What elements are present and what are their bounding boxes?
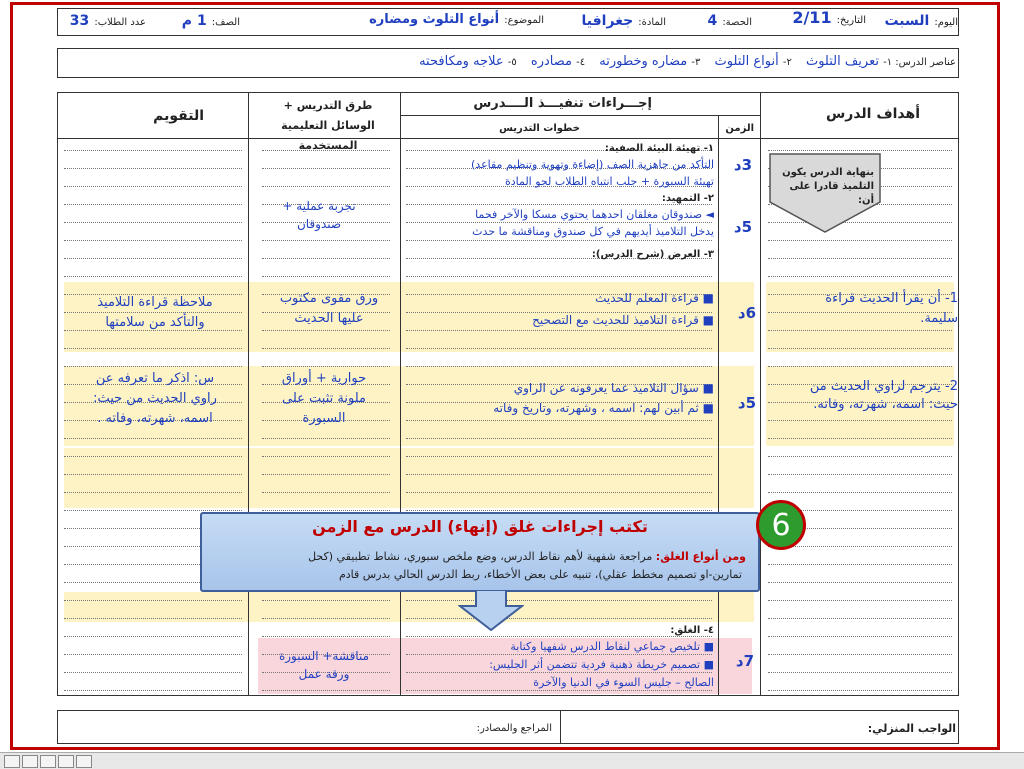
topic-label: الموضوع: [504, 15, 544, 26]
dotted-line [768, 348, 952, 349]
closing-step-3: الصالح – جليس السوء في الدنيا والآخرة [533, 676, 714, 689]
dotted-line [64, 312, 242, 313]
period-label: الحصة: [722, 17, 752, 28]
class-label: الصف: [211, 17, 240, 28]
dotted-line [406, 600, 712, 601]
dotted-line [406, 240, 712, 241]
dotted-line [262, 438, 390, 439]
dotted-line [768, 690, 952, 691]
dotted-line [64, 510, 242, 511]
header-sub-line [400, 115, 760, 116]
step-block1-1: ■ قراءة المعلم للحديث [595, 291, 714, 305]
dotted-line [64, 366, 242, 367]
time-1: 3د [733, 156, 752, 174]
dotted-line [406, 348, 712, 349]
time-3: 6د [737, 304, 756, 322]
dotted-line [64, 654, 242, 655]
th-time: الزمن [725, 123, 754, 134]
method-3-line-2: ورقة عمل [298, 667, 350, 681]
dotted-line [64, 186, 242, 187]
dotted-line [768, 564, 952, 565]
callout-body-2: تمارين-او تصميم مخطط عقلي)، تنبيه على بعض الأخطاء، ربط الدرس الحالي بدرس قادم [338, 568, 742, 581]
method-1-line-1: ورق مقوى مكتوب [279, 291, 379, 306]
dotted-line [768, 240, 952, 241]
dotted-line [262, 492, 390, 493]
goal-2-line-1: 2- يترجم لراوي الحديث من [809, 379, 958, 394]
time-4: 5د [737, 394, 756, 412]
header-period [707, 10, 752, 29]
dotted-line [64, 222, 242, 223]
method-0-line-2: صندوقان [296, 217, 342, 231]
goal-2-line-2: حيث: اسمه، شهرته، وفاته. [813, 397, 958, 412]
goal-1-line-2: سليمة. [920, 311, 958, 326]
step-prep-title: ١- تهيئة البيئة الصفية: [604, 143, 714, 154]
method-3-line-1: مناقشة+ السبورة [278, 649, 370, 663]
step-prep-1: التأكد من جاهزية الصف (إضاءة وتهوية وتنظيم مقاعد) [471, 158, 714, 171]
dotted-line [768, 330, 952, 331]
time-2: 5د [733, 218, 752, 236]
homework-label: الواجب المنزلي: [867, 722, 956, 735]
element-4-num: ٤- [576, 57, 586, 68]
method-1-line-2: عليها الحديث [294, 311, 364, 326]
dotted-line [768, 492, 952, 493]
dotted-line [262, 150, 390, 151]
callout-down-arrow [458, 590, 524, 632]
dotted-line [406, 636, 712, 637]
dotted-line [64, 348, 242, 349]
step-intro-title: ٢- التمهيد: [661, 193, 714, 204]
topic-value: أنواع التلوث ومضاره [369, 12, 500, 27]
students-value: 33 [69, 13, 90, 29]
element-2: أنواع التلوث [714, 54, 779, 69]
subject-label: المادة: [638, 17, 666, 28]
dotted-line [768, 474, 952, 475]
dotted-line [768, 636, 952, 637]
dotted-line [768, 582, 952, 583]
notes-view-button[interactable] [76, 755, 92, 768]
dotted-line [64, 474, 242, 475]
day-label: اليوم: [934, 17, 958, 28]
closing-callout [200, 512, 760, 592]
elements-label: عناصر الدرس: ١- [883, 57, 956, 68]
dotted-line [64, 672, 242, 673]
element-3-num: ٣- [691, 57, 701, 68]
eval-2-line-1: س: اذكر ما تعرفه عن [95, 371, 215, 386]
dotted-line [406, 456, 712, 457]
closing-title: ٤- الغلق: [670, 625, 714, 636]
normal-view-button[interactable] [4, 755, 20, 768]
eval-1-line-2: والتأكد من سلامتها [105, 315, 205, 330]
dotted-line [262, 330, 390, 331]
dotted-line [64, 150, 242, 151]
dotted-line [64, 204, 242, 205]
dotted-line [768, 258, 952, 259]
goal-1-line-1: 1- أن يقرأ الحديث قراءة [825, 291, 958, 306]
step-presentation-title: ٣- العرض (شرح الدرس): [591, 249, 714, 260]
element-4: مصادره [530, 54, 572, 69]
status-bar [0, 752, 1024, 769]
th-methods: طرق التدريس + الوسائل التعليمية المستخدمة [281, 99, 375, 152]
method-2-line-2: ملونة تثبت على [282, 391, 366, 406]
dotted-line [64, 600, 242, 601]
dotted-line [406, 330, 712, 331]
callout-title: تكتب إجراءات غلق (إنهاء) الدرس مع الزمن [312, 517, 648, 536]
method-2-line-1: حوارية + أوراق [281, 371, 367, 386]
dotted-line [262, 690, 390, 691]
dotted-line [768, 618, 952, 619]
goal-intro: بنهاية الدرس يكون التلميذ قادرا على أن: [782, 167, 874, 206]
step-block2-1: ■ سؤال التلاميذ عما يعرفونه عن الراوي [513, 381, 714, 395]
dotted-line [64, 618, 242, 619]
subject-value: جغرافيا [581, 13, 634, 29]
eval-1-line-1: ملاحظة قراءة التلاميذ [97, 295, 213, 310]
dotted-line [262, 618, 390, 619]
dotted-line [406, 510, 712, 511]
method-2-line-3: السبورة [302, 411, 346, 426]
dotted-line [64, 636, 242, 637]
dotted-line [262, 600, 390, 601]
date-value: 2/11 [792, 8, 832, 27]
step-intro-2: يدخل التلاميذ أيديهم في كل صندوق ومناقشة ما حدث [472, 225, 714, 238]
dotted-line [64, 258, 242, 259]
dotted-line [262, 276, 390, 277]
header-class [182, 10, 240, 29]
class-value: 1 م [181, 13, 207, 29]
col-line-methods [248, 92, 249, 696]
dotted-line [262, 510, 390, 511]
col-line-goals [760, 92, 761, 696]
dotted-line [64, 492, 242, 493]
closing-step-2: ■ تصميم خريطة ذهنية فردية تتضمن أثر الجليس: [489, 658, 714, 671]
callout-lead: ومن أنواع الغلق: [655, 550, 746, 563]
dotted-line [64, 276, 242, 277]
footer-divider [560, 710, 561, 744]
step-number-badge: 6 [756, 500, 806, 550]
time-5: 7د [735, 652, 754, 670]
dotted-line [64, 438, 242, 439]
callout-body-1-text: مراجعة شفهية لأهم نقاط الدرس، وضع ملخص سبوري، نشاط تطبيقي (كحل [308, 550, 653, 563]
dotted-line [768, 672, 952, 673]
dotted-line [768, 546, 952, 547]
dotted-line [262, 474, 390, 475]
dotted-line [768, 366, 952, 367]
th-steps: خطوات التدريس [499, 123, 580, 134]
element-5-num: ٥- [507, 57, 517, 68]
header-subject [582, 10, 666, 29]
day-value: السبت [884, 13, 930, 29]
dotted-line [406, 420, 712, 421]
dotted-line [262, 168, 390, 169]
dotted-line [262, 636, 390, 637]
references-label: المراجع والمصادر: [476, 723, 552, 734]
dotted-line [262, 456, 390, 457]
header-students [70, 10, 146, 29]
col-line-time [718, 115, 719, 696]
dotted-line [768, 276, 952, 277]
element-5: علاجه ومكافحته [419, 54, 504, 69]
th-procedures: إجـــراءات تنفيـــذ الــــدرس [473, 96, 652, 111]
dotted-line [406, 366, 712, 367]
dotted-line [406, 276, 712, 277]
slide-show-button[interactable] [58, 755, 74, 768]
eval-2-line-2: راوي الحديث من حيث: [93, 391, 217, 406]
step-intro-1: ◄ صندوقان مغلقان احدهما يحتوي مسكا والآخر فحما [475, 208, 714, 221]
header-day [884, 10, 958, 29]
col-line-steps [400, 92, 401, 696]
dotted-line [262, 240, 390, 241]
outline-view-button[interactable] [22, 755, 38, 768]
slide-sorter-button[interactable] [40, 755, 56, 768]
header-row-bottom [57, 138, 959, 139]
closing-step-1: ■ تلخيص جماعي لنقاط الدرس شفهيا وكتابة [510, 640, 714, 653]
header-topic [369, 8, 544, 27]
step-prep-2: تهيئة السبورة + جلب انتباه الطلاب لجو المادة [504, 175, 714, 188]
dotted-line [64, 168, 242, 169]
students-label: عدد الطلاب: [94, 17, 146, 28]
yellow-band-3 [64, 448, 754, 508]
dotted-line [768, 456, 952, 457]
dotted-line [262, 366, 390, 367]
dotted-line [768, 150, 952, 151]
dotted-line [406, 618, 712, 619]
dotted-line [768, 654, 952, 655]
dotted-line [262, 258, 390, 259]
eval-2-line-3: اسمه، شهرته، وفاته . [97, 411, 213, 426]
element-2-num: ٢- [782, 57, 792, 68]
dotted-line [406, 438, 712, 439]
date-label: التاريخ: [836, 15, 866, 26]
dotted-line [262, 348, 390, 349]
period-value: 4 [707, 13, 718, 29]
th-goals: أهداف الدرس [825, 106, 920, 122]
dotted-line [406, 474, 712, 475]
dotted-line [262, 186, 390, 187]
dotted-line [768, 438, 952, 439]
dotted-line [768, 600, 952, 601]
dotted-line [768, 420, 952, 421]
dotted-line [64, 240, 242, 241]
step-block1-2: ■ قراءة التلاميذ للحديث مع التصحيح [532, 313, 714, 327]
dotted-line [64, 456, 242, 457]
element-3: مضاره وخطورته [599, 54, 688, 69]
dotted-line [64, 690, 242, 691]
callout-body-1 [308, 548, 746, 565]
lesson-elements [419, 54, 956, 69]
dotted-line [406, 492, 712, 493]
header-date [792, 8, 866, 27]
step-block2-2: ■ ثم أبين لهم: اسمه ، وشهرته، وتاريخ وفاته [493, 401, 714, 415]
method-0-line-1: تجربة عملية + [282, 199, 356, 213]
element-1: تعريف التلوث [805, 54, 879, 69]
th-evaluation: التقويم [153, 108, 204, 124]
